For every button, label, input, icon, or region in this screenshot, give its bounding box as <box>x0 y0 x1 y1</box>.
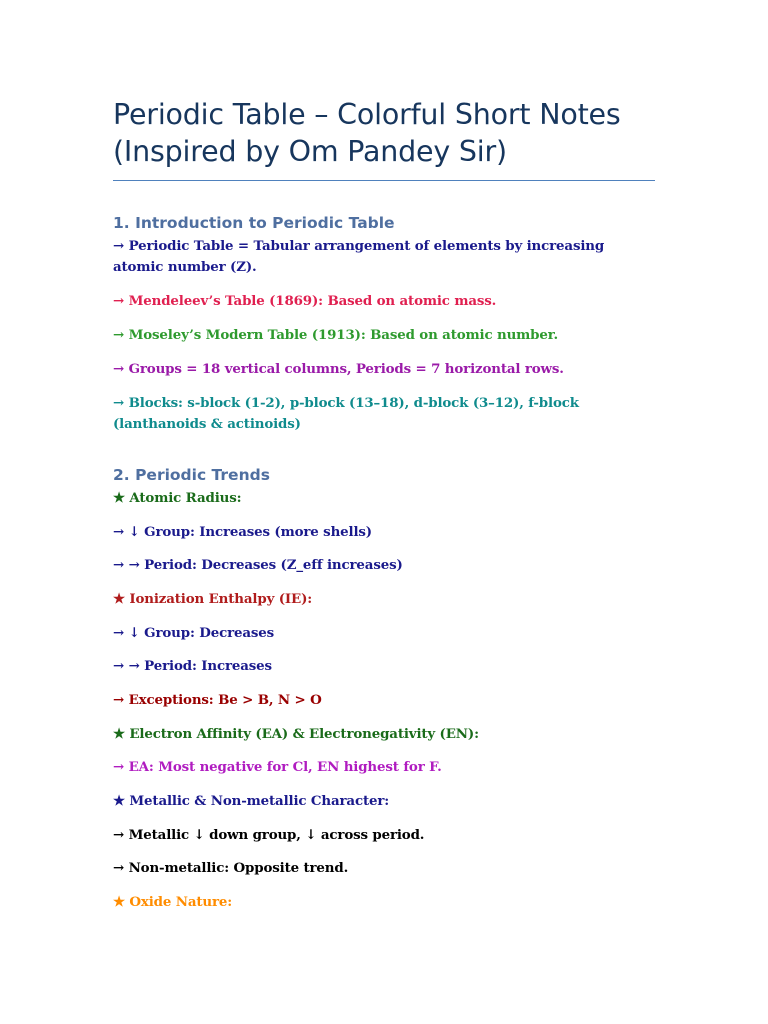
document-page <box>113 96 655 913</box>
note-item <box>113 325 655 346</box>
note-text: Exceptions: Be > B, N > O <box>128 692 322 708</box>
star-icon: ★ <box>113 591 125 607</box>
note-item <box>113 555 655 576</box>
note-text: Oxide Nature: <box>129 894 233 910</box>
note-text: EA: Most negative for Cl, EN highest for F. <box>128 759 442 775</box>
note-item <box>113 359 655 380</box>
note-text: Metallic ↓ down group, ↓ across period. <box>128 827 425 843</box>
note-subheading <box>113 589 655 610</box>
note-subheading <box>113 892 655 913</box>
note-text: Mendeleev’s Table (1869): Based on atomic mass. <box>128 293 497 309</box>
arrow-icon: → <box>113 692 125 708</box>
section-heading-periodic-trends: 2. Periodic Trends <box>113 466 270 484</box>
arrow-icon: → <box>113 827 125 843</box>
note-item <box>113 656 655 677</box>
arrow-icon: → <box>113 658 125 674</box>
star-icon: ★ <box>113 793 125 809</box>
star-icon: ★ <box>113 894 125 910</box>
note-text: Electron Affinity (EA) & Electronegativity (EN): <box>129 726 479 742</box>
note-item <box>113 291 655 312</box>
note-text: Non-metallic: Opposite trend. <box>128 860 349 876</box>
note-text: Groups = 18 vertical columns, Periods = 7 horizontal rows. <box>128 361 564 377</box>
note-subheading <box>113 488 655 509</box>
arrow-icon: → <box>113 293 125 309</box>
arrow-icon: → <box>113 524 125 540</box>
note-item <box>113 757 655 778</box>
note-text: Periodic Table = Tabular arrangement of elements by increasing atomic number (Z). <box>113 238 605 275</box>
arrow-icon: → <box>113 557 125 573</box>
star-icon: ★ <box>113 726 125 742</box>
arrow-icon: → <box>113 361 125 377</box>
title-line-1: Periodic Table – Colorful Short Notes <box>113 98 621 131</box>
note-item <box>113 623 655 644</box>
note-item <box>113 858 655 879</box>
arrow-icon: → <box>113 238 125 254</box>
note-item <box>113 522 655 543</box>
note-item <box>113 690 655 711</box>
note-text: Metallic & Non-metallic Character: <box>129 793 390 809</box>
arrow-icon: → <box>113 759 125 775</box>
note-item <box>113 393 655 435</box>
note-text: Ionization Enthalpy (IE): <box>129 591 313 607</box>
note-item <box>113 236 655 278</box>
arrow-icon: → <box>113 327 125 343</box>
note-text: Blocks: s-block (1-2), p-block (13–18), d-block (3–12), f-block (lanthanoids & actinoids) <box>113 395 579 432</box>
note-subheading <box>113 724 655 745</box>
title-line-2: (Inspired by Om Pandey Sir) <box>113 135 507 168</box>
document-title <box>113 96 655 170</box>
arrow-icon: → <box>113 395 125 411</box>
note-text: ↓ Group: Decreases <box>128 625 275 641</box>
note-subheading <box>113 791 655 812</box>
arrow-icon: → <box>113 625 125 641</box>
note-item <box>113 825 655 846</box>
note-text: Atomic Radius: <box>129 490 242 506</box>
note-text: → Period: Decreases (Z_eff increases) <box>128 557 403 573</box>
note-text: → Period: Increases <box>128 658 272 674</box>
arrow-icon: → <box>113 860 125 876</box>
section-heading-introduction: 1. Introduction to Periodic Table <box>113 214 395 232</box>
star-icon: ★ <box>113 490 125 506</box>
title-underline <box>113 180 655 181</box>
note-text: Moseley’s Modern Table (1913): Based on atomic number. <box>128 327 558 343</box>
note-text: ↓ Group: Increases (more shells) <box>128 524 372 540</box>
